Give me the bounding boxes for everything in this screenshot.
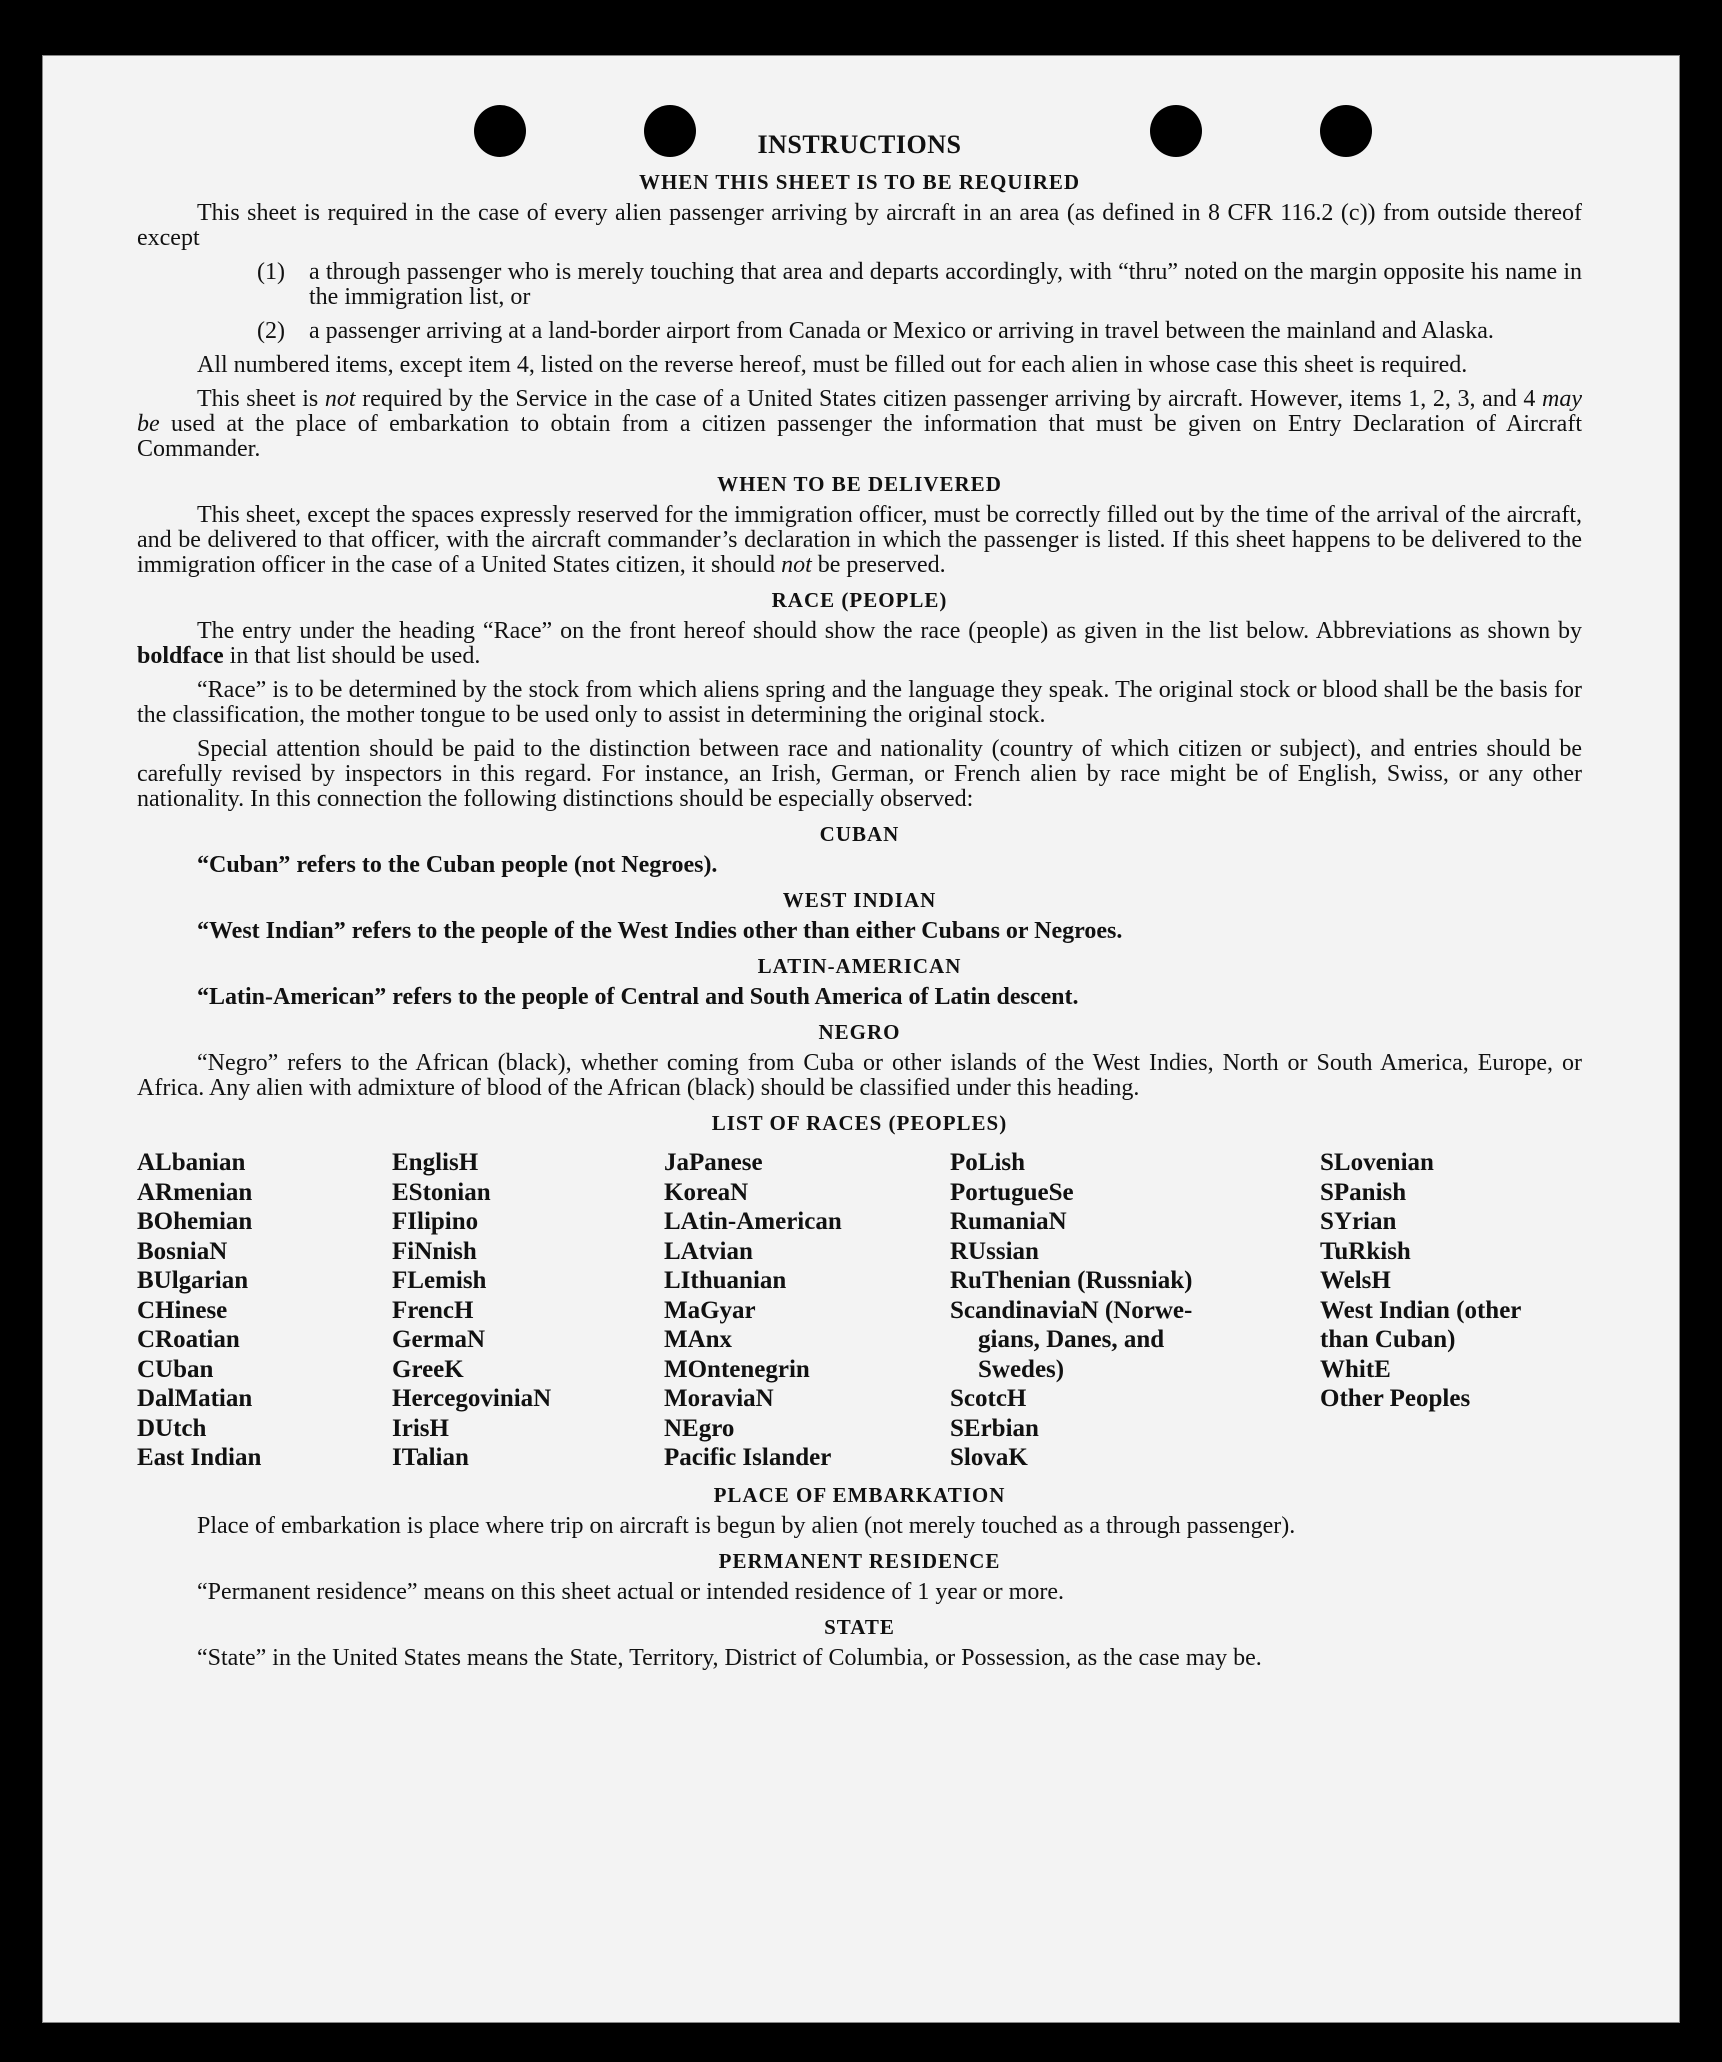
paragraph: All numbered items, except item 4, listed on the reverse hereof, must be filled out for each alien in whose case this sheet is required.: [197, 352, 1468, 378]
race-item: MoraviaN: [664, 1385, 774, 1412]
race-item: FiNnish: [392, 1237, 477, 1265]
races-list: [137, 1148, 1582, 1473]
race-item: EStonian: [392, 1178, 491, 1206]
race-item: SPanish: [1320, 1178, 1407, 1206]
section-heading-race: RACE (PEOPLE): [771, 588, 948, 612]
paragraph: The entry under the heading “Race” on the front hereof should show the race (people) as given in the list below. Abbreviations as shown by boldface in that list should be used.: [137, 618, 1582, 669]
race-item: BOhemian: [137, 1208, 253, 1235]
section-heading-races-list: LIST OF RACES (PEOPLES): [711, 1111, 1008, 1135]
race-item: DUtch: [137, 1414, 207, 1442]
item-number: (2): [257, 318, 285, 344]
race-item: LAtin-American: [664, 1208, 842, 1235]
race-item: CHinese: [137, 1296, 228, 1324]
race-item: IrisH: [392, 1414, 449, 1442]
race-item: RuThenian (Russniak): [950, 1267, 1193, 1294]
race-item: ARmenian: [137, 1178, 253, 1206]
race-item: DalMatian: [137, 1385, 253, 1412]
section-heading-embarkation: PLACE OF EMBARKATION: [713, 1482, 1006, 1507]
race-item: BosniaN: [137, 1237, 228, 1265]
paragraph: “State” in the United States means the State, Territory, District of Columbia, or Possession, as the case may be.: [197, 1644, 1262, 1671]
instructions-content: [137, 130, 1582, 1680]
race-item: CUban: [137, 1355, 214, 1383]
races-column: [137, 1148, 392, 1473]
paragraph: Special attention should be paid to the distinction between race and nationality (country of which citizen or subject), and entries should be carefully revised by inspectors in this regard. For instance, an Irish, German, or French alien by race might be of English, Swiss, or any other nationality. In this connection the following distinctions should be especially observed:: [137, 736, 1582, 812]
race-item: WelsH: [1320, 1267, 1391, 1294]
page-title: INSTRUCTIONS: [757, 130, 962, 159]
paragraph: “Race” is to be determined by the stock from which aliens spring and the language they speak. The original stock or blood shall be the basis for the classification, the mother tongue to be used only to assist in determining the original stock.: [137, 677, 1582, 728]
race-item: Pacific Islander: [664, 1444, 832, 1471]
race-item: SYrian: [1320, 1208, 1397, 1235]
race-item: NEgro: [664, 1414, 735, 1442]
race-item: gians, Danes, and: [978, 1326, 1165, 1353]
race-item: PoLish: [950, 1149, 1026, 1176]
race-item: MaGyar: [664, 1296, 756, 1324]
section-heading-cuban: CUBAN: [819, 822, 900, 846]
race-item: FIlipino: [392, 1208, 479, 1235]
race-item: BUlgarian: [137, 1267, 249, 1294]
item-number: (1): [257, 259, 285, 285]
races-column: [664, 1148, 950, 1473]
race-item: SErbian: [950, 1414, 1039, 1442]
race-item: MAnx: [664, 1326, 733, 1353]
race-item: HercegoviniaN: [392, 1385, 552, 1412]
races-column: [950, 1148, 1320, 1473]
race-item: RumaniaN: [950, 1208, 1067, 1235]
race-item: GreeK: [392, 1355, 464, 1383]
race-item: East Indian: [137, 1444, 262, 1471]
races-column: [392, 1148, 664, 1473]
paragraph: Place of embarkation is place where trip on aircraft is begun by alien (not merely touched as a through passenger).: [197, 1512, 1296, 1539]
race-item: ScotcH: [950, 1385, 1027, 1412]
cuban-definition: “Cuban” refers to the Cuban people (not Negroes).: [197, 852, 718, 878]
race-item: ALbanian: [137, 1149, 246, 1176]
race-item: LAtvian: [664, 1237, 753, 1265]
race-item: TuRkish: [1320, 1237, 1411, 1265]
race-item: ITalian: [392, 1444, 469, 1471]
race-item: ScandinaviaN (Norwe-: [950, 1296, 1193, 1324]
race-item: GermaN: [392, 1326, 486, 1353]
race-item: Other Peoples: [1320, 1385, 1471, 1412]
race-item: PortugueSe: [950, 1178, 1074, 1206]
section-heading-required: WHEN THIS SHEET IS TO BE REQUIRED: [638, 170, 1081, 194]
race-item: EnglisH: [392, 1149, 479, 1176]
race-item: KoreaN: [664, 1178, 749, 1206]
race-item: FrencH: [392, 1296, 474, 1324]
races-column: [1320, 1148, 1582, 1473]
numbered-item: [137, 260, 1582, 310]
numbered-item: [137, 319, 1582, 344]
race-item: FLemish: [392, 1267, 487, 1294]
section-heading-latin-american: LATIN-AMERICAN: [757, 954, 962, 978]
paragraph: “Permanent residence” means on this sheet actual or intended residence of 1 year or more.: [197, 1578, 1064, 1605]
negro-definition: “Negro” refers to the African (black), whether coming from Cuba or other islands of the West Indies, North or South America, Europe, or Africa. Any alien with admixture of blood of the African (black) should be classified under this heading.: [137, 1050, 1582, 1101]
paragraph: This sheet is required in the case of every alien passenger arriving by aircraft in an area (as defined in 8 CFR 116.2 (c)) from outside thereof except: [137, 200, 1582, 251]
race-item: RUssian: [950, 1237, 1039, 1265]
race-item: SLovenian: [1320, 1149, 1434, 1176]
race-item: Swedes): [978, 1355, 1065, 1383]
race-item: WhitE: [1320, 1355, 1391, 1383]
race-item: LIthuanian: [664, 1267, 787, 1294]
race-item: SlovaK: [950, 1444, 1028, 1471]
paragraph: This sheet is not required by the Service in the case of a United States citizen passenger arriving by aircraft. However, items 1, 2, 3, and 4 may be used at the place of embarkation to obtain from a citizen passenger the information that must be given on Entry Declaration of Aircraft Commander.: [137, 386, 1582, 462]
paragraph: This sheet, except the spaces expressly reserved for the immigration officer, must be correctly filled out by the time of the arrival of the aircraft, and be delivered to that officer, with the aircraft commander’s declaration in which the passenger is listed. If this sheet happens to be delivered to the immigration officer in the case of a United States citizen, it should not be preserved.: [137, 502, 1582, 578]
race-item: MOntenegrin: [664, 1355, 810, 1383]
race-item: than Cuban): [1320, 1326, 1456, 1353]
section-heading-residence: PERMANENT RESIDENCE: [718, 1548, 1001, 1573]
section-heading-delivered: WHEN TO BE DELIVERED: [717, 472, 1002, 496]
west-indian-definition: “West Indian” refers to the people of the West Indies other than either Cubans or Negroes.: [197, 918, 1123, 944]
race-item: CRoatian: [137, 1326, 240, 1353]
race-item: JaPanese: [664, 1149, 763, 1176]
section-heading-west-indian: WEST INDIAN: [782, 888, 937, 912]
latin-american-definition: “Latin-American” refers to the people of Central and South America of Latin descent.: [197, 984, 1079, 1010]
race-item: West Indian (other: [1320, 1296, 1522, 1324]
item-text: a through passenger who is merely touching that area and departs accordingly, with “thru” noted on the margin opposite his name in the immigration list, or: [309, 259, 1582, 310]
item-text: a passenger arriving at a land-border airport from Canada or Mexico or arriving in travel between the mainland and Alaska.: [309, 318, 1494, 344]
document-page: [42, 55, 1680, 2023]
section-heading-state: STATE: [824, 1614, 895, 1639]
section-heading-negro: NEGRO: [818, 1020, 901, 1044]
